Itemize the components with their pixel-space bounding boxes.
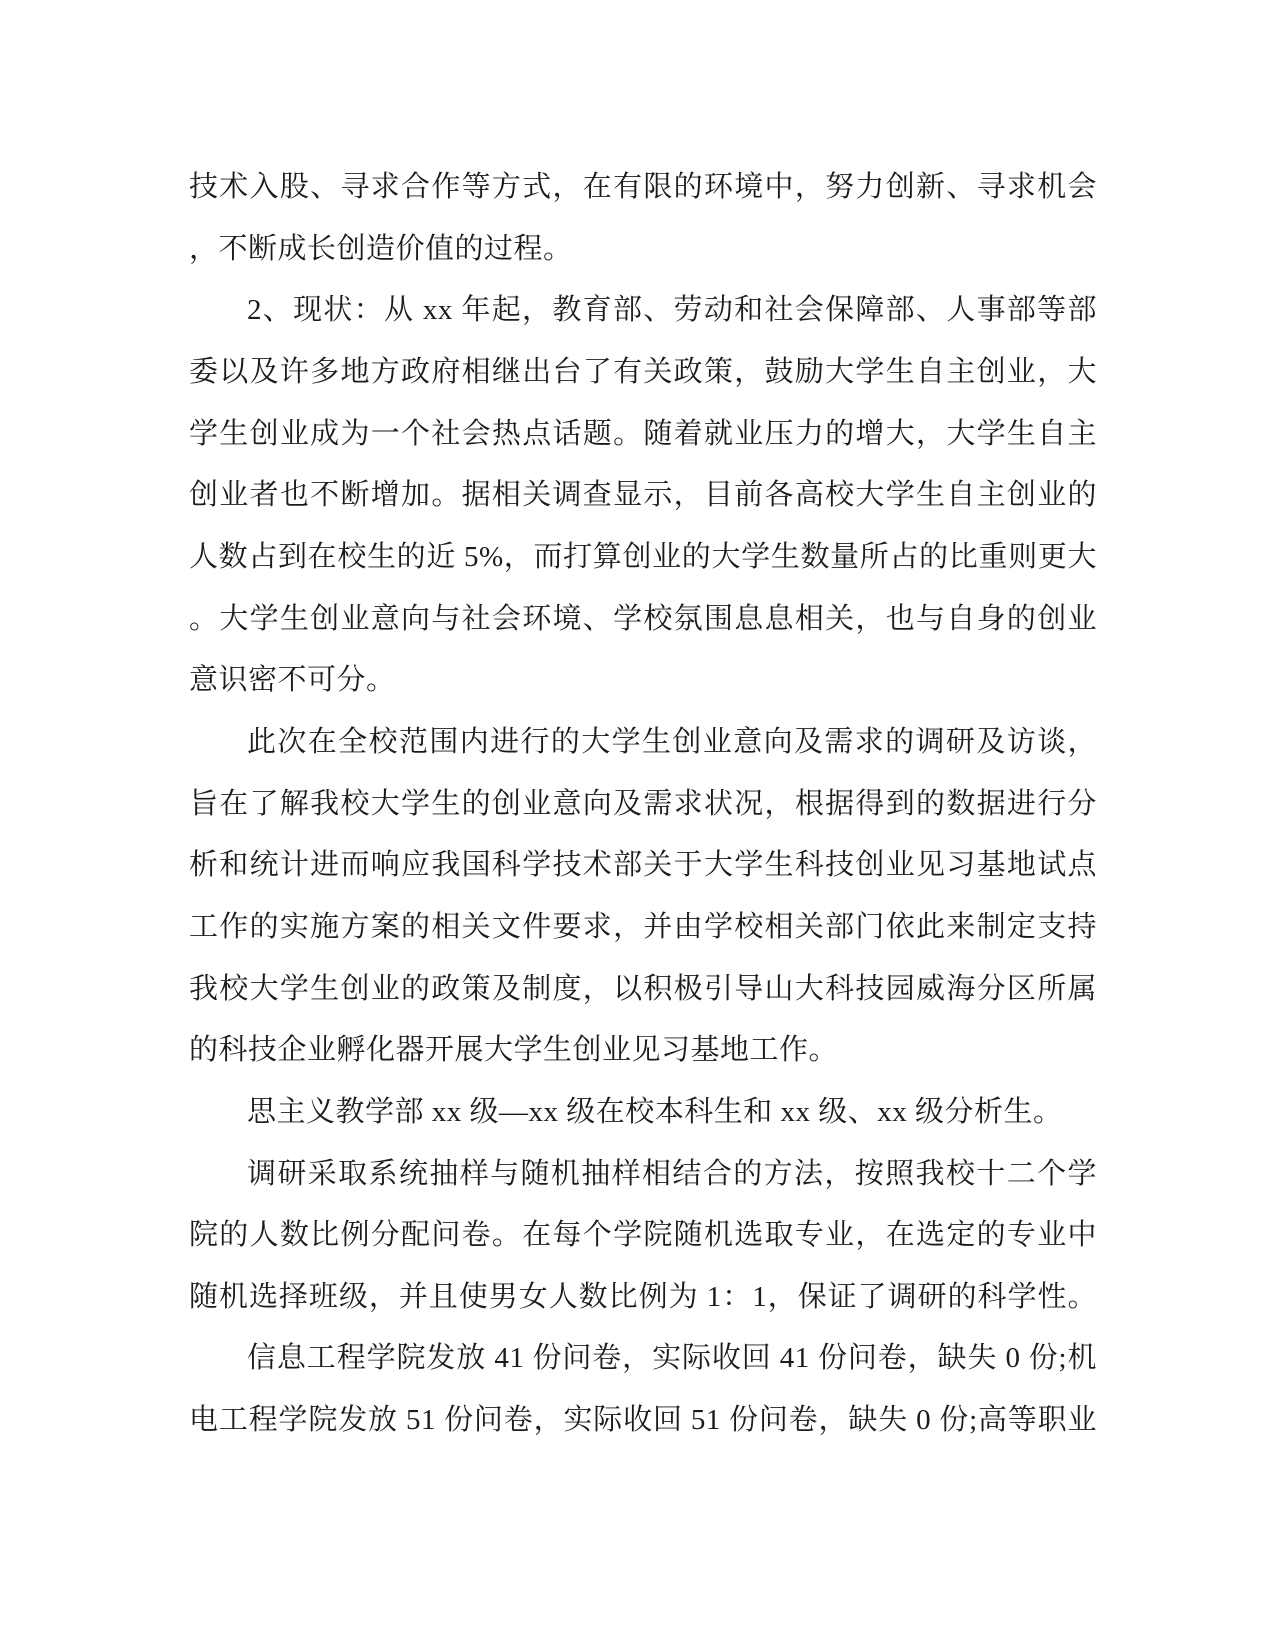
text-line: 我校大学生创业的政策及制度，以积极引导山大科技园威海分区所属: [189, 972, 1097, 1005]
paragraph: [189, 712, 1097, 1082]
paragraph: [189, 280, 1097, 712]
text-line: 。大学生创业意向与社会环境、学校氛围息息相关，也与自身的创业: [189, 602, 1097, 635]
text-line: 创业者也不断增加。据相关调查显示，目前各高校大学生自主创业的: [189, 479, 1097, 512]
text-line: ，不断成长创造价值的过程。: [189, 232, 573, 265]
text-line: 的科技企业孵化器开展大学生创业见习基地工作。: [189, 1034, 839, 1067]
paragraph: [189, 1144, 1097, 1329]
text-line: 学生创业成为一个社会热点话题。随着就业压力的增大，大学生自主: [189, 417, 1097, 450]
text-line: 思主义教学部 xx 级—xx 级在校本科生和 xx 级、xx 级分析生。: [247, 1095, 1063, 1128]
document-page: [189, 157, 1097, 1452]
text-line: 意识密不可分。: [189, 664, 396, 697]
text-line: 调研采取系统抽样与随机抽样相结合的方法，按照我校十二个学: [247, 1157, 1097, 1190]
text-line: 委以及许多地方政府相继出台了有关政策，鼓励大学生自主创业，大: [189, 355, 1097, 388]
text-line: 2、现状：从 xx 年起，教育部、劳动和社会保障部、人事部等部: [247, 294, 1097, 327]
paragraph: [189, 1328, 1097, 1451]
text-line: 院的人数比例分配问卷。在每个学院随机选取专业，在选定的专业中: [189, 1219, 1097, 1252]
text-line: 信息工程学院发放 41 份问卷，实际收回 41 份问卷，缺失 0 份;机: [247, 1342, 1097, 1375]
text-line: 随机选择班级，并且使男女人数比例为 1：1，保证了调研的科学性。: [189, 1280, 1097, 1313]
text-line: 技术入股、寻求合作等方式，在有限的环境中，努力创新、寻求机会: [189, 171, 1097, 203]
paragraph: [189, 157, 1097, 280]
text-line: 此次在全校范围内进行的大学生创业意向及需求的调研及访谈，: [247, 725, 1097, 758]
text-line: 析和统计进而响应我国科学技术部关于大学生科技创业见习基地试点: [189, 849, 1097, 882]
text-line: 电工程学院发放 51 份问卷，实际收回 51 份问卷，缺失 0 份;高等职业: [189, 1404, 1097, 1437]
text-line: 人数占到在校生的近 5%，而打算创业的大学生数量所占的比重则更大: [189, 540, 1097, 573]
text-line: 工作的实施方案的相关文件要求，并由学校相关部门依此来制定支持: [189, 910, 1097, 943]
paragraph: [189, 1082, 1097, 1144]
text-line: 旨在了解我校大学生的创业意向及需求状况，根据得到的数据进行分: [189, 787, 1097, 820]
